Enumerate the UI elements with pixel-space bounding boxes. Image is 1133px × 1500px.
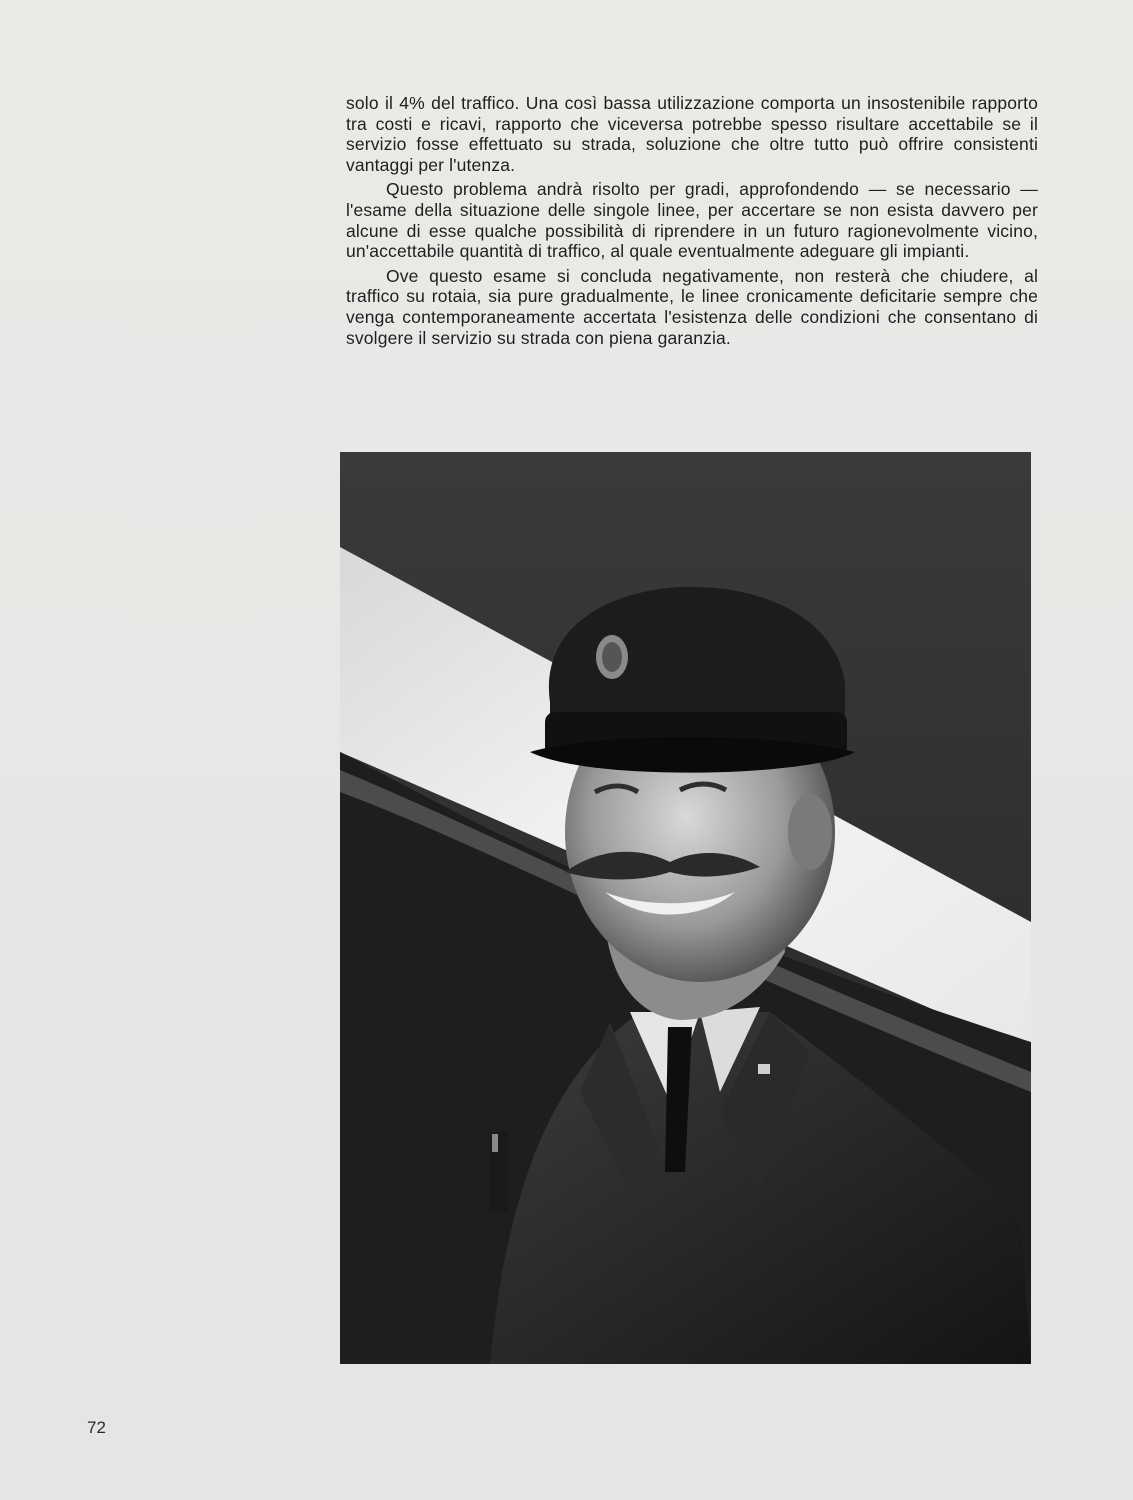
portrait-photo [340, 452, 1031, 1364]
page-number: 72 [87, 1418, 106, 1437]
portrait-photo-image [340, 452, 1031, 1364]
article-text [346, 93, 1038, 352]
paragraph-3: Ove questo esame si concluda negativamente, non resterà che chiudere, al traffico su rotaia, sia pure gradualmente, le linee cronicamente deficitarie sempre che venga contemporaneamente accertata l'esistenza delle condizioni che consentano di svolgere il servizio su strada con piena garanzia. [346, 265, 1038, 348]
paragraph-1: solo il 4% del traffico. Una così bassa utilizzazione comporta un insostenibile rapporto tra costi e ricavi, rapporto che viceversa potrebbe spesso risultare accettabile se il servizio fosse effettuato su strada, soluzione che oltre tutto può offrire consistenti vantaggi per l'utenza. [346, 93, 1038, 175]
paragraph-2: Questo problema andrà risolto per gradi, approfondendo — se necessario — l'esame della situazione delle singole linee, per accertare se non esista davvero per alcune di esse qualche possibilità di riprendere in un futuro ragionevolmente vicino, un'accettabile quantità di traffico, al quale eventualmente adeguare gli impianti. [346, 179, 1038, 262]
